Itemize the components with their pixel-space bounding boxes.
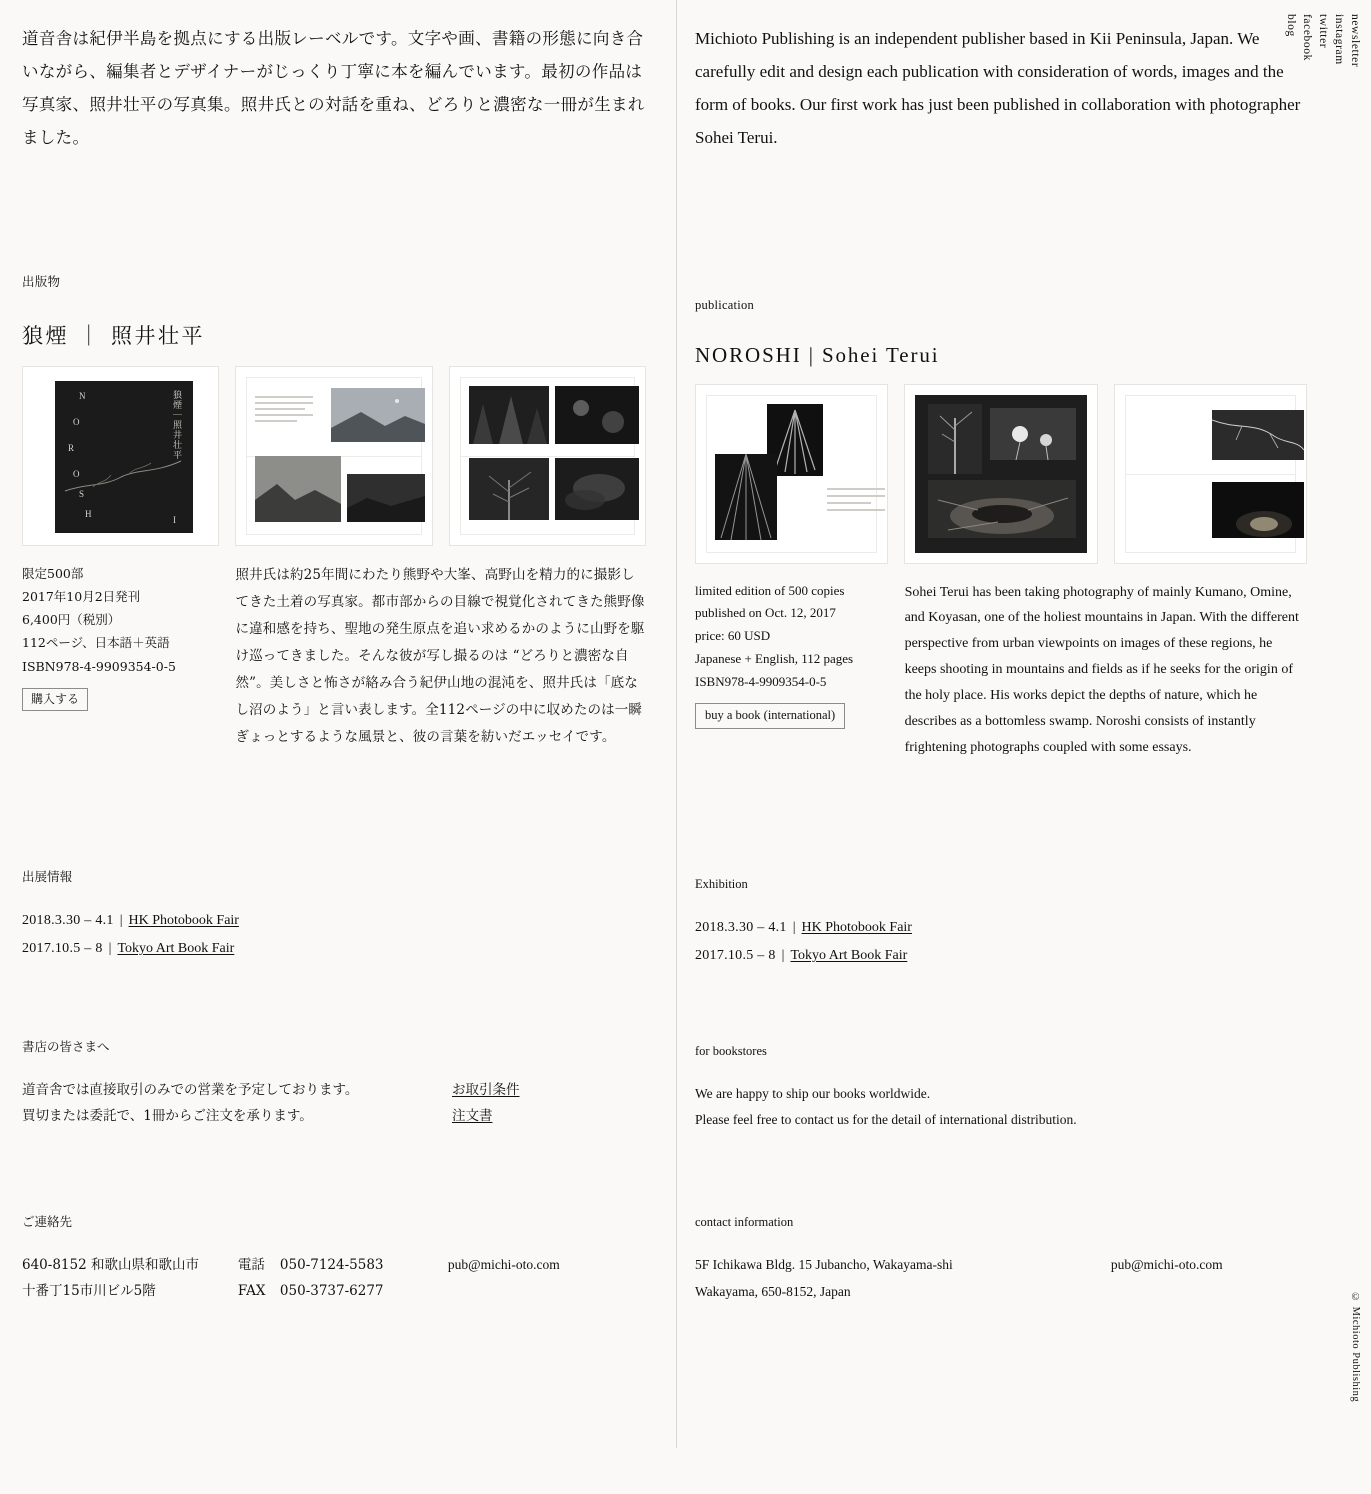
bookstore-text-jp: [22, 1077, 452, 1130]
copyright-notice: © Michioto Publishing: [1350, 1291, 1361, 1402]
forest-photo-icon: [469, 386, 549, 444]
tree-photo-icon: [469, 458, 549, 520]
fire-night-photo-icon: [1212, 482, 1304, 538]
intro-paragraph-en: Michioto Publishing is an independent publisher based in Kii Peninsula, Japan. We carefully edit and design each publication with consideration of words, images and the form of books. Our first work has just been published in collaboration with photographer Sohei Terui.: [695, 29, 1301, 148]
book-meta-en: [695, 580, 889, 761]
bookstore-block-jp: [22, 1037, 646, 1130]
dead-tree-photo-icon: [928, 404, 982, 474]
exhibition-date: 2017.10.5 – 8: [22, 941, 103, 956]
nav-item-twitter[interactable]: twitter: [1317, 14, 1329, 49]
intro-paragraph-jp: 道音舎は紀伊半島を拠点にする出版レーベルです。文字や画、書籍の形態に向き合いながら、編集者とデザイナーがじっくり丁寧に本を編んでいます。最初の作品は写真家、照井壮平の写真集。照井氏との対話を重ね、どろりと濃密な一冊が生まれました。: [22, 29, 645, 147]
book-cover-thumbnail[interactable]: [22, 366, 219, 546]
buy-button-jp[interactable]: 購入する: [22, 688, 88, 711]
rock-photo-icon: [255, 456, 341, 522]
exhibition-item: 2017.10.5 – 8 | Tokyo Art Book Fair: [22, 941, 235, 956]
night-photo-icon: [555, 386, 639, 444]
email-link[interactable]: pub@michi-oto.com: [447, 1256, 560, 1272]
book-description-jp: 照井氏は約25年間にわたり熊野や大峯、高野山を精力的に撮影してきた土着の写真家。都市部からの目線で視覚化されてきた熊野像に違和感を持ち、聖地の発生原点を追い求めるかのように山野を駆け巡ってきました。そんな彼が写し撮るのは “どろりと濃密な自然”。美しさと怖さが絡み合う紀伊山地の混沌を、照井氏は「底なし沼のよう」と言い表します。全112ページの中に収めたのは一瞬ぎょっとするような風景と、彼の言葉を紡いだエッセイです。: [235, 567, 645, 745]
meta-line: ISBN978-4-9909354-0-5: [22, 658, 176, 674]
exhibition-date: 2017.10.5 – 8: [695, 947, 776, 963]
bookstore-label-en: for bookstores: [695, 1043, 767, 1058]
contact-details-en: [695, 1252, 1307, 1305]
fax-number: 050-3737-6277: [279, 1282, 384, 1299]
order-form-link[interactable]: 注文書: [452, 1108, 493, 1124]
book-spread-thumbnail-2[interactable]: [449, 366, 646, 546]
cover-japanese-title: 狼煙｜照井壮平: [171, 390, 181, 460]
book-spread-thumbnail-4[interactable]: [904, 384, 1097, 564]
exhibition-date: 2018.3.30 – 4.1: [22, 913, 114, 928]
nav-item-instagram[interactable]: instagram: [1333, 14, 1345, 65]
book-details-row-jp: [22, 562, 646, 751]
dark-photo-icon: [347, 474, 425, 522]
bookstore-line: 道音舎では直接取引のみでの営業を予定しております。: [22, 1082, 359, 1098]
landscape-photo-icon: [331, 388, 425, 442]
exhibition-link[interactable]: HK Photobook Fair: [128, 913, 239, 928]
grass-photo-icon: [715, 454, 777, 540]
smoke-photo-icon: [555, 458, 639, 520]
exhibition-block-en: [695, 877, 1307, 970]
nav-item-newsletter[interactable]: newsletter: [1349, 14, 1361, 68]
book-image-strip-en: [695, 384, 1307, 564]
fax-row: [238, 1278, 448, 1304]
cover-art: N O R O S H I 狼煙｜照井壮平: [55, 381, 193, 533]
exhibition-link[interactable]: HK Photobook Fair: [801, 919, 912, 935]
nav-item-facebook[interactable]: facebook: [1301, 14, 1313, 61]
address-en: [695, 1252, 1111, 1305]
book-spread-thumbnail-1[interactable]: [235, 366, 432, 546]
contact-block-jp: [22, 1212, 646, 1305]
exhibition-item: 2017.10.5 – 8 | Tokyo Art Book Fair: [695, 947, 908, 963]
bookstore-line: 買切または委託で、1冊からご注文を承ります。: [22, 1108, 313, 1125]
address-line: 十番丁15市川ビル5階: [22, 1282, 156, 1299]
exhibition-label-en: Exhibition: [695, 876, 748, 891]
white-flower-photo-icon: [990, 408, 1076, 460]
book-meta-jp: [22, 562, 219, 751]
book-title-jp: 狼煙 ｜ 照井壮平: [22, 324, 206, 348]
bookstore-label-jp: 書店の皆さまへ: [22, 1039, 110, 1054]
address-jp: [22, 1252, 238, 1305]
exhibition-item: 2018.3.30 – 4.1 | HK Photobook Fair: [22, 913, 239, 928]
japanese-column: [0, 0, 676, 1304]
phone-row: [238, 1252, 448, 1278]
meta-line: 112ページ、日本語＋英語: [22, 635, 170, 651]
fax-label: FAX: [237, 1282, 266, 1299]
exhibition-item: 2018.3.30 – 4.1 | HK Photobook Fair: [695, 919, 912, 935]
meta-line: Japanese + English, 112 pages: [695, 650, 854, 666]
nest-photo-icon: [928, 480, 1076, 538]
vertical-nav: [1285, 0, 1371, 1448]
meta-line: ISBN978-4-9909354-0-5: [695, 673, 827, 689]
english-column: [677, 0, 1337, 1305]
publication-label-jp: 出版物: [22, 274, 61, 289]
bookstore-line: We are happy to ship our books worldwide.: [695, 1085, 931, 1101]
email-en: [1111, 1252, 1307, 1305]
book-title-en: NOROSHI | Sohei Terui: [695, 342, 940, 367]
bookstore-links-jp: [452, 1077, 520, 1130]
bookstore-block-en: [695, 1044, 1307, 1134]
meta-line: 6,400円（税別）: [22, 612, 121, 628]
bookstore-line: Please feel free to contact us for the detail of international distribution.: [695, 1112, 1077, 1128]
address-line: 640-8152 和歌山県和歌山市: [22, 1256, 199, 1273]
exhibition-link[interactable]: Tokyo Art Book Fair: [117, 941, 235, 956]
book-details-row-en: [695, 580, 1307, 761]
address-line: Wakayama, 650-8152, Japan: [695, 1283, 851, 1299]
meta-line: limited edition of 500 copies: [695, 582, 845, 598]
nav-item-blog[interactable]: blog: [1285, 14, 1297, 37]
email-jp: [448, 1252, 646, 1305]
book-image-strip-jp: [22, 366, 646, 546]
book-spread-thumbnail-5[interactable]: [1114, 384, 1307, 564]
meta-line: 2017年10月2日発刊: [22, 589, 141, 605]
exhibition-block-jp: [22, 867, 646, 963]
exhibition-link[interactable]: Tokyo Art Book Fair: [790, 947, 908, 963]
contact-label-jp: ご連絡先: [22, 1213, 73, 1229]
terms-link[interactable]: お取引条件: [452, 1082, 520, 1097]
phone-number: 050-7124-5583: [279, 1256, 384, 1273]
book-description-en: Sohei Terui has been taking photography of mainly Kumano, Omine, and Koyasan, one of the holiest mountains in Japan. With the different perspective from urban viewpoints on images of these regions, he keeps shooting in mountains and fields as if he seeks for the origin of the holy place. His works depict the depths of nature, which he describes as a bottomless swamp. Noroshi consists of instantly frightening photographs coupled with some essays.: [904, 584, 1299, 755]
address-line: 5F Ichikawa Bldg. 15 Jubancho, Wakayama-shi: [695, 1257, 953, 1273]
meta-line: published on Oct. 12, 2017: [695, 605, 836, 621]
branch-night-photo-icon: [1212, 410, 1304, 460]
phone-label: 電話: [237, 1256, 265, 1273]
contact-label-en: contact information: [695, 1215, 794, 1230]
meta-line: 限定500部: [22, 566, 84, 581]
email-link[interactable]: pub@michi-oto.com: [1110, 1257, 1223, 1273]
phone-fax-jp: [238, 1252, 448, 1305]
branch-illustration-icon: [63, 443, 183, 513]
bookstore-text-en: [695, 1081, 1315, 1134]
book-spread-thumbnail-3[interactable]: [695, 384, 888, 564]
buy-button-en[interactable]: buy a book (international): [695, 703, 845, 729]
exhibition-date: 2018.3.30 – 4.1: [695, 919, 787, 935]
contact-details-jp: [22, 1252, 646, 1305]
exhibition-label-jp: 出展情報: [22, 869, 73, 884]
publication-label-en: publication: [695, 297, 754, 312]
meta-line: price: 60 USD: [695, 628, 771, 644]
contact-block-en: [695, 1215, 1307, 1305]
